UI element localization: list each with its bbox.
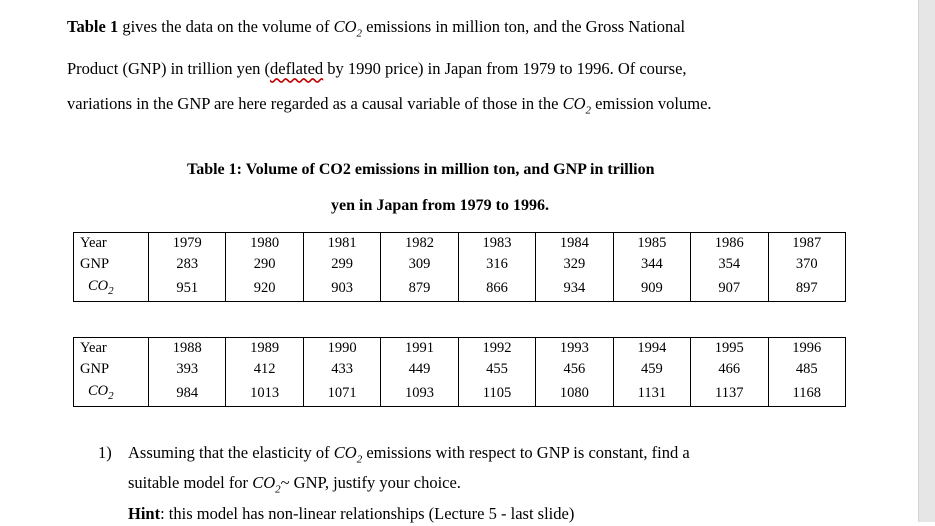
- table-row-year: [74, 338, 846, 360]
- cell-gnp: 344: [613, 254, 690, 275]
- vertical-scrollbar[interactable]: [918, 0, 935, 522]
- cell-co2: 897: [768, 276, 846, 302]
- cell-co2: 1137: [691, 381, 768, 407]
- cell-co2: 934: [536, 276, 613, 302]
- cell-year: 1988: [149, 338, 226, 360]
- cell-year: 1984: [536, 233, 613, 255]
- cell-co2: 920: [226, 276, 303, 302]
- cell-gnp: 449: [381, 359, 458, 380]
- cell-gnp: 354: [691, 254, 768, 275]
- cell-year: 1979: [149, 233, 226, 255]
- question-line-1: Assuming that the elasticity of $CO_2$ emissions with respect to GNP is constant, find a: [128, 443, 690, 466]
- table-row-gnp: [74, 254, 846, 275]
- cell-gnp: 412: [226, 359, 303, 380]
- cell-co2: 866: [458, 276, 535, 302]
- cell-gnp: 370: [768, 254, 846, 275]
- cell-gnp: 459: [613, 359, 690, 380]
- table-row-gnp: [74, 359, 846, 380]
- cell-year: 1985: [613, 233, 690, 255]
- cell-year: 1993: [536, 338, 613, 360]
- cell-gnp: 329: [536, 254, 613, 275]
- cell-gnp: 290: [226, 254, 303, 275]
- cell-co2: 1093: [381, 381, 458, 407]
- data-table-1988-1996: [73, 337, 846, 407]
- cell-gnp: 309: [381, 254, 458, 275]
- cell-gnp: 456: [536, 359, 613, 380]
- cell-year: 1980: [226, 233, 303, 255]
- cell-co2: 1105: [458, 381, 535, 407]
- cell-co2: 903: [303, 276, 380, 302]
- cell-year: 1994: [613, 338, 690, 360]
- cell-year: 1992: [458, 338, 535, 360]
- row-label-co2: $CO_2$: [74, 276, 149, 302]
- cell-co2: 951: [149, 276, 226, 302]
- cell-co2: 1080: [536, 381, 613, 407]
- cell-year: 1986: [691, 233, 768, 255]
- intro-line-3: variations in the GNP are here regarded as a causal variable of those in the $CO_2$ emission volume.: [67, 94, 712, 117]
- question-body: [128, 441, 848, 526]
- cell-gnp: 455: [458, 359, 535, 380]
- cell-gnp: 466: [691, 359, 768, 380]
- cell-gnp: 485: [768, 359, 846, 380]
- cell-co2: 1168: [768, 381, 846, 407]
- row-label-year: Year: [74, 233, 149, 255]
- cell-co2: 1071: [303, 381, 380, 407]
- cell-co2: 879: [381, 276, 458, 302]
- cell-gnp: 316: [458, 254, 535, 275]
- co2-symbol: $CO_2$: [562, 94, 591, 117]
- co2-symbol: $CO_2$: [333, 443, 363, 466]
- intro-line-2: Product (GNP) in trillion yen (deflated by 1990 price) in Japan from 1979 to 1996. Of course,: [67, 59, 687, 79]
- hint-label: Hint: [128, 503, 161, 523]
- table-caption-line-2: yen in Japan from 1979 to 1996.: [331, 197, 549, 214]
- cell-co2: 909: [613, 276, 690, 302]
- table-row-year: [74, 233, 846, 255]
- intro-line-1: Table 1 gives the data on the volume of $CO_2$ emissions in million ton, and the Gross National: [67, 17, 686, 40]
- row-label-gnp: GNP: [74, 254, 149, 275]
- cell-gnp: 433: [303, 359, 380, 380]
- co2-symbol: $CO_2$: [333, 17, 362, 40]
- cell-year: 1989: [226, 338, 303, 360]
- cell-co2: 1131: [613, 381, 690, 407]
- cell-year: 1991: [381, 338, 458, 360]
- table-row-co2: [74, 276, 846, 302]
- hint-text: : this model has non-linear relationships (Lecture 5 - last slide): [160, 503, 575, 523]
- row-label-co2: $CO_2$: [74, 381, 149, 407]
- table-caption-line-1: Table 1: Volume of CO2 emissions in million ton, and GNP in trillion: [187, 161, 655, 178]
- table-reference: Table 1: [67, 17, 119, 36]
- cell-year: 1982: [381, 233, 458, 255]
- row-label-year: Year: [74, 338, 149, 360]
- data-table-1979-1987: [73, 232, 846, 302]
- cell-year: 1987: [768, 233, 846, 255]
- cell-gnp: 299: [303, 254, 380, 275]
- co2-symbol: $CO_2$: [252, 473, 281, 496]
- cell-year: 1990: [303, 338, 380, 360]
- cell-year: 1981: [303, 233, 380, 255]
- cell-gnp: 393: [149, 359, 226, 380]
- cell-year: 1995: [691, 338, 768, 360]
- cell-co2: 984: [149, 381, 226, 407]
- row-label-gnp: GNP: [74, 359, 149, 380]
- cell-co2: 1013: [226, 381, 303, 407]
- question-number: 1): [98, 443, 112, 462]
- cell-gnp: 283: [149, 254, 226, 275]
- cell-year: 1983: [458, 233, 535, 255]
- intro-paragraph: [67, 9, 907, 129]
- table-row-co2: [74, 381, 846, 407]
- question-line-2: suitable model for $CO_2\sim$ GNP, justify your choice.: [128, 473, 461, 496]
- spellcheck-flagged-word[interactable]: deflated: [270, 59, 324, 79]
- cell-year: 1996: [768, 338, 846, 360]
- cell-co2: 907: [691, 276, 768, 302]
